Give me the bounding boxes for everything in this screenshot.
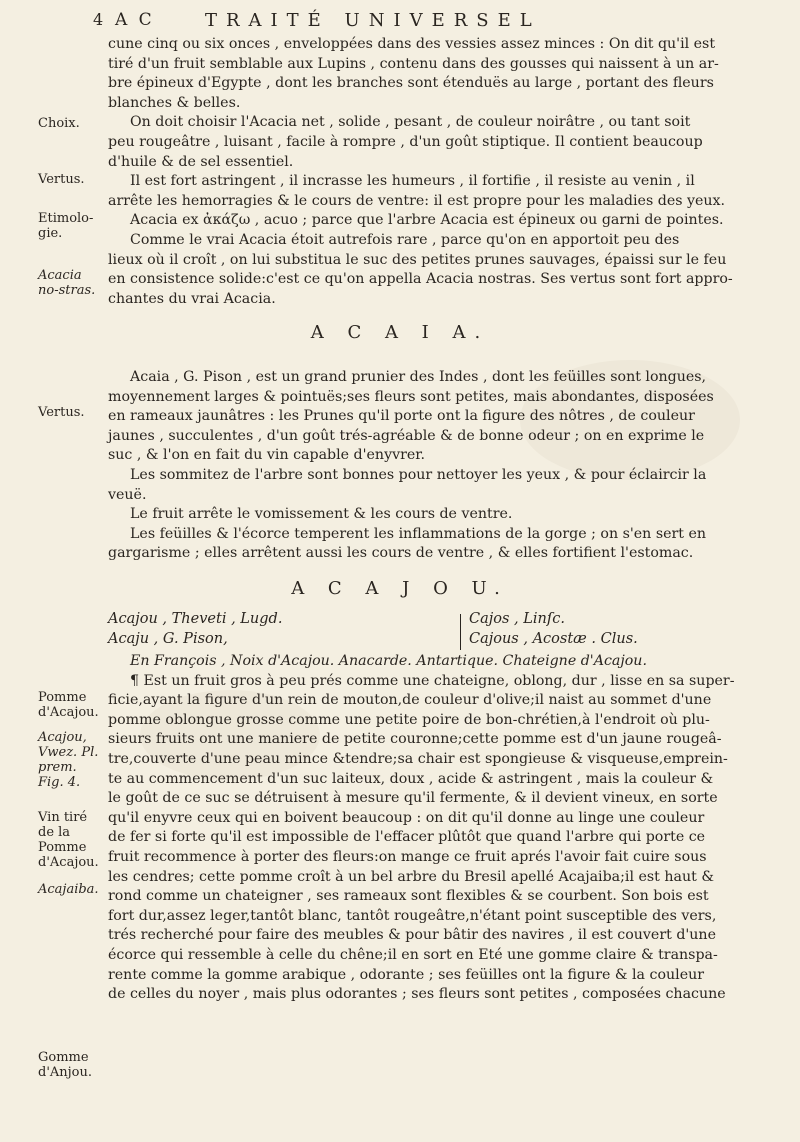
text-line: Il est fort astringent , il incrasse les humeurs , il fortifie , il resiste au venin , il [130,173,695,190]
text-line: qu'il enyvre ceux qui en boivent beaucoup : on dit qu'il donne au linge une couleur [108,809,705,826]
ref-entry: Acaju , G. Pison, [108,630,228,647]
acajou-block [108,652,783,1005]
text-line: chantes du vrai Acacia. [108,290,276,307]
margin-note-acajou-ref: Acajou, Vwez. Pl. prem. Fig. 4. [38,730,99,790]
text-line: gargarisme ; elles arrêtent aussi les cours de ventre , & elles fortifient l'estomac. [108,545,694,562]
text-line: bre épineux d'Egypte , dont les branches sont étenduës au large , portant des fleurs [108,75,714,92]
ref-entry: Cajous , Acostæ . Clus. [469,630,638,647]
margin-note-acacia-nostras: Acacia no-stras. [38,268,96,298]
margin-note-vertus: Vertus. [38,172,85,187]
heading-acajou: A C A J O U. [291,578,509,599]
acacia-intro-block [108,35,783,309]
column-divider [460,614,461,650]
text-line: le goût de ce suc se détruisent à mesure qu'il fermente, & il devient vineux, en sorte [108,790,718,807]
text-line: en rameaux jaunâtres : les Prunes qu'il porte ont la figure des nôtres , de couleur [108,408,695,425]
margin-note-vin: Vin tiré de la Pomme d'Acajou. [38,810,99,870]
text-line: ¶ Est un fruit gros à peu prés comme une chateigne, oblong, dur , lisse en sa super- [130,672,735,689]
running-header [0,6,800,32]
text-line: peu rougeâtre , luisant , facile à rompre , d'un goût stiptique. Il contient beaucoup [108,133,703,150]
text-line: cune cinq ou six onces , enveloppées dans des vessies assez minces : On dit qu'il est [108,36,716,52]
text-line: jaunes , succulentes , d'un goût trés-agréable & de bonne odeur ; on en exprime le [108,427,705,444]
text-line: de fer si forte qu'il est impossible de l'effacer plûtôt que quand l'arbre qui porte ce [108,829,706,846]
text-line: Acacia ex ἀκάζω , acuo ; parce que l'arbre Acacia est épineux ou garni de pointes. [130,212,724,229]
text-line: Les feüilles & l'écorce temperent les inflammations de la gorge ; on s'en sert en [130,525,707,542]
margin-note-pomme: Pomme d'Acajou. [38,690,99,720]
text-line: les cendres; cette pomme croît à un bel arbre du Bresil apellé Acajaiba;il est haut & [108,868,714,885]
margin-note-choix: Choix. [38,116,80,131]
text-line: tre,couverte d'une peau mince &tendre;sa chair est spongieuse & visqueuse,emprein- [108,750,728,767]
text-line: tiré d'un fruit semblable aux Lupins , contenu dans des gousses qui naissent à un ar- [108,55,719,72]
text-line: arrête les hemorragies & le cours de ventre: il est propre pour les maladies des yeux. [108,192,726,209]
text-line: rente comme la gomme arabique , odorante ; ses feüilles ont la figure & la couleur [108,966,705,983]
heading-acaia: A C A I A. [310,322,490,343]
text-line: blanches & belles. [108,94,241,111]
text-line: suc , & l'on en fait du vin capable d'enyvrer. [108,447,426,464]
text-line: fruit recommence à porter des fleurs:on mange ce fruit aprés l'avoir fait cuire sous [108,848,707,865]
text-line: Les sommitez de l'arbre sont bonnes pour nettoyer les yeux , & pour éclaircir la [130,466,707,483]
text-line: trés recherché pour faire des meubles & pour bâtir des navires , il est couvert d'une [108,927,716,944]
margin-note-vertus-2: Vertus. [38,405,85,420]
text-line: ficie,ayant la figure d'un rein de mouton,de couleur d'olive;il naist au sommet d'une [108,692,712,709]
text-line: sieurs fruits ont une maniere de petite couronne;cette pomme est d'un jaune rougeâ- [108,731,722,748]
text-line: en consistence solide:c'est ce qu'on appella Acacia nostras. Ses vertus sont fort appro- [108,271,733,288]
running-title: TRAITÉ UNIVERSEL [205,10,541,31]
text-line: moyennement larges & pointuës;ses fleurs sont petites, mais abondantes, disposées [108,388,714,405]
ref-entry: Cajos , Linſc. [469,611,565,627]
text-line: pomme oblongue grosse comme une petite poire de bon-chrétien,à l'endroit où plu- [108,711,710,728]
ref-entry: Acajou , Theveti , Lugd. [108,611,283,627]
text-line: Comme le vrai Acacia étoit autrefois rare , parce qu'on en apportoit peu des [130,231,680,248]
french-names-line: En François , Noix d'Acajou. Anacarde. Antartique. Chateigne d'Acajou. [130,653,647,669]
text-line: veuë. [108,486,147,503]
text-line: d'huile & de sel essentiel. [108,153,294,170]
page-number: 4 [93,10,104,29]
text-line: lieux où il croît , on lui substitua le suc des petites prunes sauvages, épaissi sur le feu [108,251,727,268]
text-line: On doit choisir l'Acacia net , solide , pesant , de couleur noirâtre , ou tant soit [130,114,691,131]
margin-note-gomme: Gomme d'Anjou. [38,1050,93,1080]
margin-note-etymologie: Etimolo-gie. [38,211,94,241]
section-letters: A C [115,10,155,30]
acaia-block [108,368,783,564]
text-line: fort dur,assez leger,tantôt blanc, tantôt rougeâtre,n'étant point susceptible des vers, [108,907,717,924]
margin-note-acajaiba: Acajaiba. [38,882,99,897]
text-line: te au commencement d'un suc laiteux, doux , acide & astringent , mais la couleur & [108,770,714,787]
text-line: écorce qui ressemble à celle du chêne;il en sort en Eté une gomme claire & transpa- [108,946,718,963]
refs-left-column [108,610,282,649]
text-line: rond comme un chateigner , ses rameaux sont flexibles & se courbent. Son bois est [108,888,709,905]
synonym-references [108,610,783,654]
text-line: Acaia , G. Pison , est un grand prunier des Indes , dont les feüilles sont longues, [130,369,707,385]
text-line: de celles du noyer , mais plus odorantes ; ses fleurs sont petites , composées chacune [108,986,726,1003]
refs-right-column [469,610,638,649]
text-line: Le fruit arrête le vomissement & les cours de ventre. [130,506,513,523]
